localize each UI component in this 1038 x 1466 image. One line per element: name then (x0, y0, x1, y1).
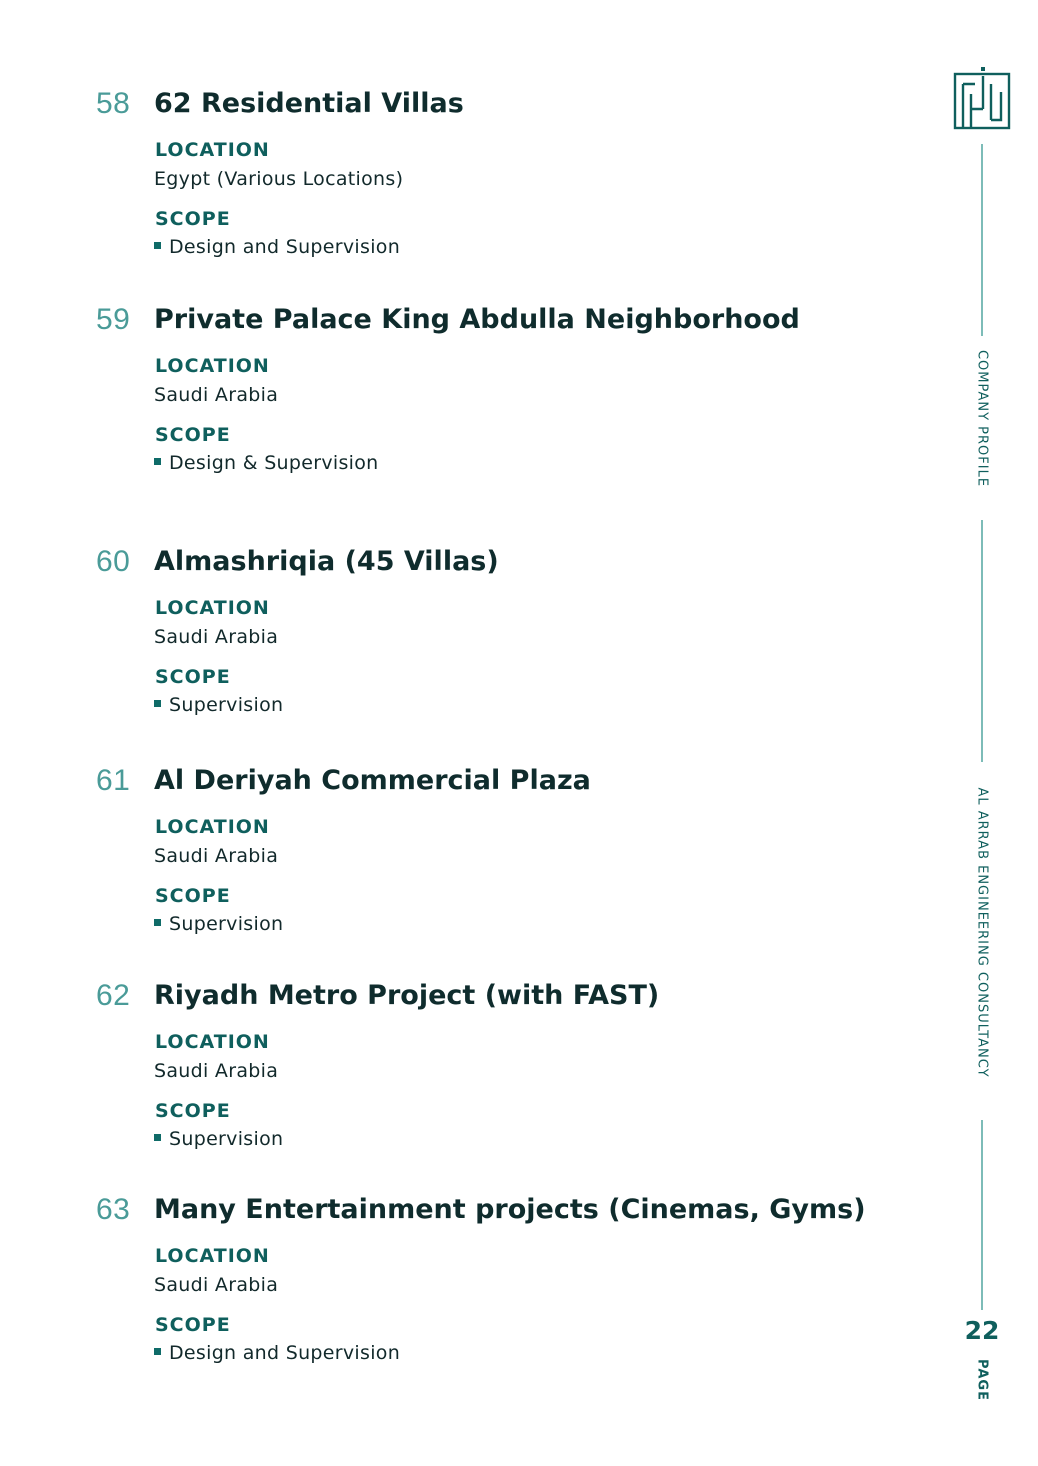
al-arrab-logo-icon (953, 64, 1011, 130)
bullet-icon (154, 700, 161, 707)
location-value: Saudi Arabia (154, 1274, 279, 1296)
rail-divider (981, 520, 983, 762)
scope-value: Design and Supervision (169, 1342, 401, 1364)
page-label: PAGE (974, 1359, 990, 1401)
location-label: LOCATION (155, 139, 270, 161)
project-title: Al Deriyah Commercial Plaza (154, 765, 591, 796)
scope-label: SCOPE (155, 885, 231, 907)
bullet-icon (154, 242, 161, 249)
project-number: 61 (96, 764, 131, 797)
location-label: LOCATION (155, 1245, 270, 1267)
project-title: Riyadh Metro Project (with FAST) (154, 980, 660, 1011)
scope-item (154, 694, 283, 716)
company-profile-label: COMPANY PROFILE (974, 349, 990, 487)
location-value: Saudi Arabia (154, 1060, 279, 1082)
scope-item (154, 913, 283, 935)
location-label: LOCATION (155, 597, 270, 619)
project-number: 60 (96, 545, 131, 578)
location-label: LOCATION (155, 355, 270, 377)
location-value: Saudi Arabia (154, 626, 279, 648)
bullet-icon (154, 1348, 161, 1355)
bullet-icon (154, 1134, 161, 1141)
company-name-label: AL ARRAB ENGINEERING CONSULTANCY (974, 786, 990, 1078)
scope-label: SCOPE (155, 666, 231, 688)
location-value: Saudi Arabia (154, 845, 279, 867)
page-number: 22 (964, 1316, 1000, 1345)
project-number: 63 (96, 1193, 131, 1226)
location-label: LOCATION (155, 1031, 270, 1053)
project-title: Almashriqia (45 Villas) (154, 546, 499, 577)
rail-divider (981, 1120, 983, 1310)
bullet-icon (154, 919, 161, 926)
project-title: Many Entertainment projects (Cinemas, Gyms) (154, 1194, 866, 1225)
scope-value: Design and Supervision (169, 236, 401, 258)
rail-divider (981, 144, 983, 336)
location-label: LOCATION (155, 816, 270, 838)
project-title: Private Palace King Abdulla Neighborhood (154, 304, 800, 335)
scope-value: Supervision (169, 1128, 284, 1150)
scope-item (154, 1128, 283, 1150)
scope-label: SCOPE (155, 1314, 231, 1336)
scope-label: SCOPE (155, 208, 231, 230)
location-value: Egypt (Various Locations) (154, 168, 404, 190)
scope-label: SCOPE (155, 424, 231, 446)
project-number: 62 (96, 979, 131, 1012)
bullet-icon (154, 458, 161, 465)
scope-value: Supervision (169, 913, 284, 935)
scope-value: Supervision (169, 694, 284, 716)
project-number: 58 (96, 87, 131, 120)
project-title: 62 Residential Villas (154, 88, 464, 119)
project-number: 59 (96, 303, 131, 336)
scope-item (154, 236, 400, 258)
location-value: Saudi Arabia (154, 384, 279, 406)
scope-item (154, 1342, 400, 1364)
scope-label: SCOPE (155, 1100, 231, 1122)
scope-value: Design & Supervision (169, 452, 379, 474)
scope-item (154, 452, 379, 474)
